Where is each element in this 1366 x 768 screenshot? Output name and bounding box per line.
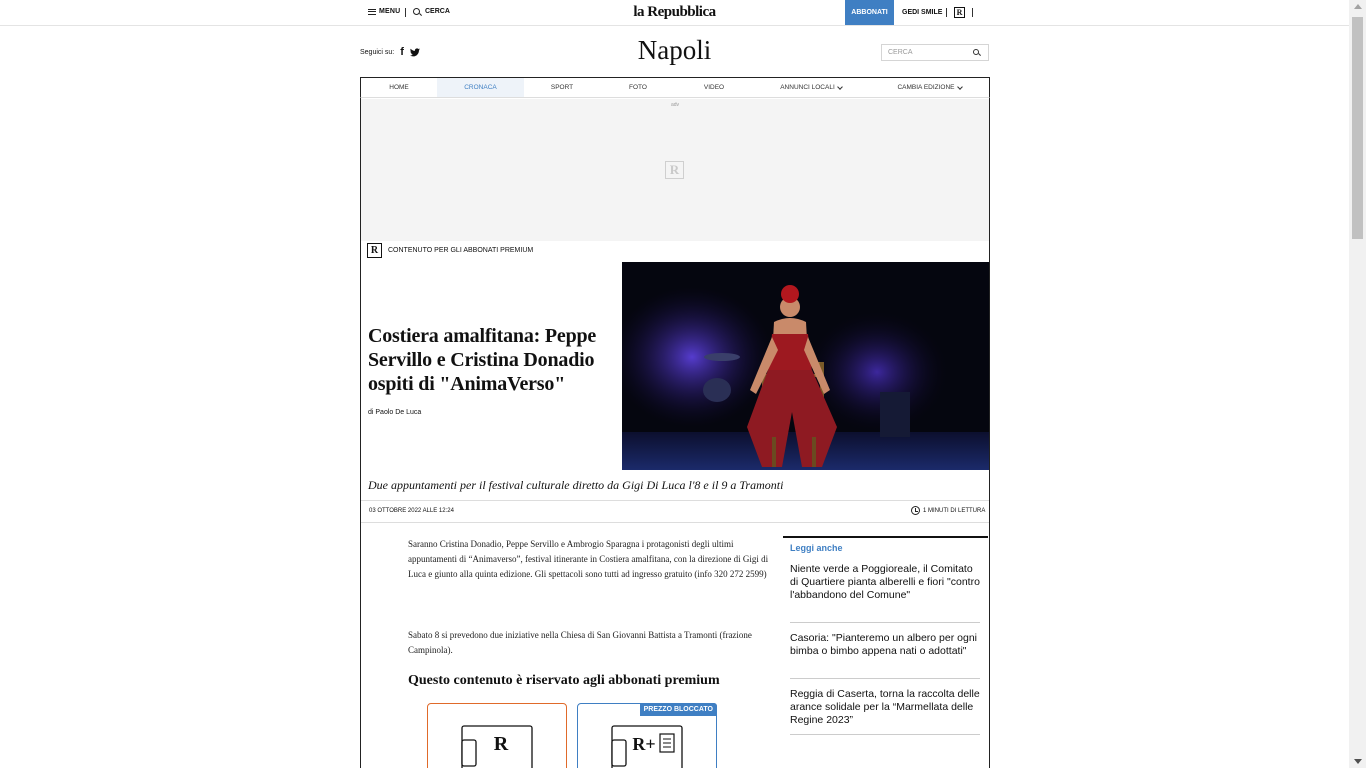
section-title-wrap (0, 35, 1349, 66)
divider (790, 678, 980, 679)
divider (361, 500, 989, 501)
premium-r-icon: R (367, 243, 382, 258)
page-scrollbar[interactable] (1349, 0, 1366, 768)
clock-icon (911, 506, 920, 515)
search-icon (413, 8, 420, 15)
ad-placeholder-logo-icon: R (665, 161, 684, 179)
divider (361, 522, 989, 523)
nav-annunci-label: ANNUNCI LOCALI (780, 84, 835, 91)
top-bar (0, 0, 1349, 26)
divider (946, 8, 947, 17)
facebook-icon[interactable]: f (400, 46, 404, 58)
divider (405, 8, 406, 17)
related-item[interactable]: Reggia di Caserta, torna la raccolta delle arance solidale per la “Marmellata delle Regine 2023” (790, 688, 980, 726)
section-title[interactable]: Napoli (637, 35, 712, 65)
premium-badge (367, 243, 533, 258)
nav-sport-label: SPORT (550, 84, 574, 91)
premium-label: CONTENUTO PER GLI ABBONATI PREMIUM (388, 247, 534, 254)
offer-b-letter: R+ (632, 734, 656, 754)
device-r-plus-icon (578, 718, 718, 768)
search-submit-icon[interactable] (973, 49, 979, 55)
nav-cambia-label: CAMBIA EDIZIONE (897, 84, 955, 91)
follow-label: Seguici su: (360, 48, 395, 56)
logo-wrap (0, 4, 1349, 21)
related-box (783, 536, 988, 538)
hamburger-icon (368, 9, 376, 15)
nav-foto-label: FOTO (629, 84, 647, 91)
related-item[interactable]: Casoria: "Pianteremo un albero per ogni bimba o bimbo appena nati o adottati" (790, 632, 978, 657)
offer-a-letter: R (493, 733, 509, 755)
nav-home-label: HOME (389, 84, 409, 91)
twitter-icon[interactable] (410, 48, 420, 57)
divider (790, 622, 980, 623)
article-byline[interactable]: di Paolo De Luca (368, 409, 422, 416)
related-item[interactable]: Niente verde a Poggioreale, il Comitato di Quartiere pianta alberelli e fiori "contro l'abbandono del Comune" (790, 563, 980, 601)
hero-photo-illustration (622, 262, 989, 470)
hero-image[interactable] (622, 262, 989, 470)
offer-card-premium[interactable] (427, 703, 567, 768)
ad-label: adv (670, 102, 680, 108)
article-paragraph: Saranno Cristina Donadio, Peppe Servillo e Ambrogio Sparagna i protagonisti degli ultimi appuntamenti di “Animaverso”, festival itinerante in Costiera amalfitana, con la direzione di Gigi di Luca e giunto alla quinta edizione. Gli spettacoli sono tutti ad ingresso gratuito (info 320 272 2599) (408, 539, 769, 579)
repubblica-r-icon[interactable]: R (954, 7, 965, 18)
menu-button[interactable] (368, 8, 400, 15)
search-input[interactable] (881, 44, 989, 61)
paywall-title: Questo contenuto è riservato agli abbonati premium (408, 673, 720, 688)
nav-annunci-locali[interactable] (752, 78, 870, 97)
device-r-icon (428, 718, 568, 768)
scroll-thumb[interactable] (1352, 17, 1363, 239)
nav-foto[interactable] (600, 78, 676, 97)
chevron-down-icon (837, 84, 843, 90)
offer-card-premium-plus[interactable] (577, 703, 717, 768)
read-time (911, 506, 985, 515)
scroll-up-arrow-icon[interactable] (1354, 4, 1362, 9)
nav-sport[interactable] (524, 78, 600, 97)
search-label: CERCA (425, 8, 450, 15)
nav-cronaca[interactable] (437, 78, 524, 97)
subscribe-button[interactable]: ABBONATI (845, 0, 894, 25)
ad-slot[interactable] (361, 99, 989, 241)
chevron-down-icon (957, 84, 963, 90)
section-nav (360, 77, 990, 98)
article-title: Costiera amalfitana: Peppe Servillo e Cristina Donadio ospiti di "AnimaVerso" (368, 325, 597, 395)
nav-cambia-edizione[interactable] (870, 78, 989, 97)
gedi-smile-link[interactable]: GEDI SMILE (902, 9, 943, 16)
social-follow (360, 46, 420, 58)
nav-video[interactable] (676, 78, 752, 97)
article-paragraph: Sabato 8 si prevedono due iniziative nella Chiesa di San Giovanni Battista a Tramonti (frazione Campinola). (408, 630, 752, 655)
read-time-label: 1 MINUTI DI LETTURA (923, 507, 986, 514)
menu-label: MENU (379, 8, 401, 15)
nav-video-label: VIDEO (703, 84, 725, 91)
related-heading: Leggi anche (790, 543, 843, 553)
scroll-down-arrow-icon[interactable] (1354, 759, 1362, 764)
search-placeholder: CERCA (888, 49, 913, 56)
nav-home[interactable] (361, 78, 437, 97)
article-subtitle: Due appuntamenti per il festival culturale diretto da Gigi Di Luca l'8 e il 9 a Tramonti (368, 478, 784, 492)
article-date: 03 OTTOBRE 2022 ALLE 12:24 (369, 508, 454, 514)
repubblica-logo[interactable]: la Repubblica (633, 4, 716, 20)
nav-cronaca-label: CRONACA (464, 84, 497, 91)
search-button[interactable] (413, 8, 450, 15)
divider (790, 734, 980, 735)
divider (972, 8, 973, 17)
offer-badge: PREZZO BLOCCATO (640, 703, 717, 716)
